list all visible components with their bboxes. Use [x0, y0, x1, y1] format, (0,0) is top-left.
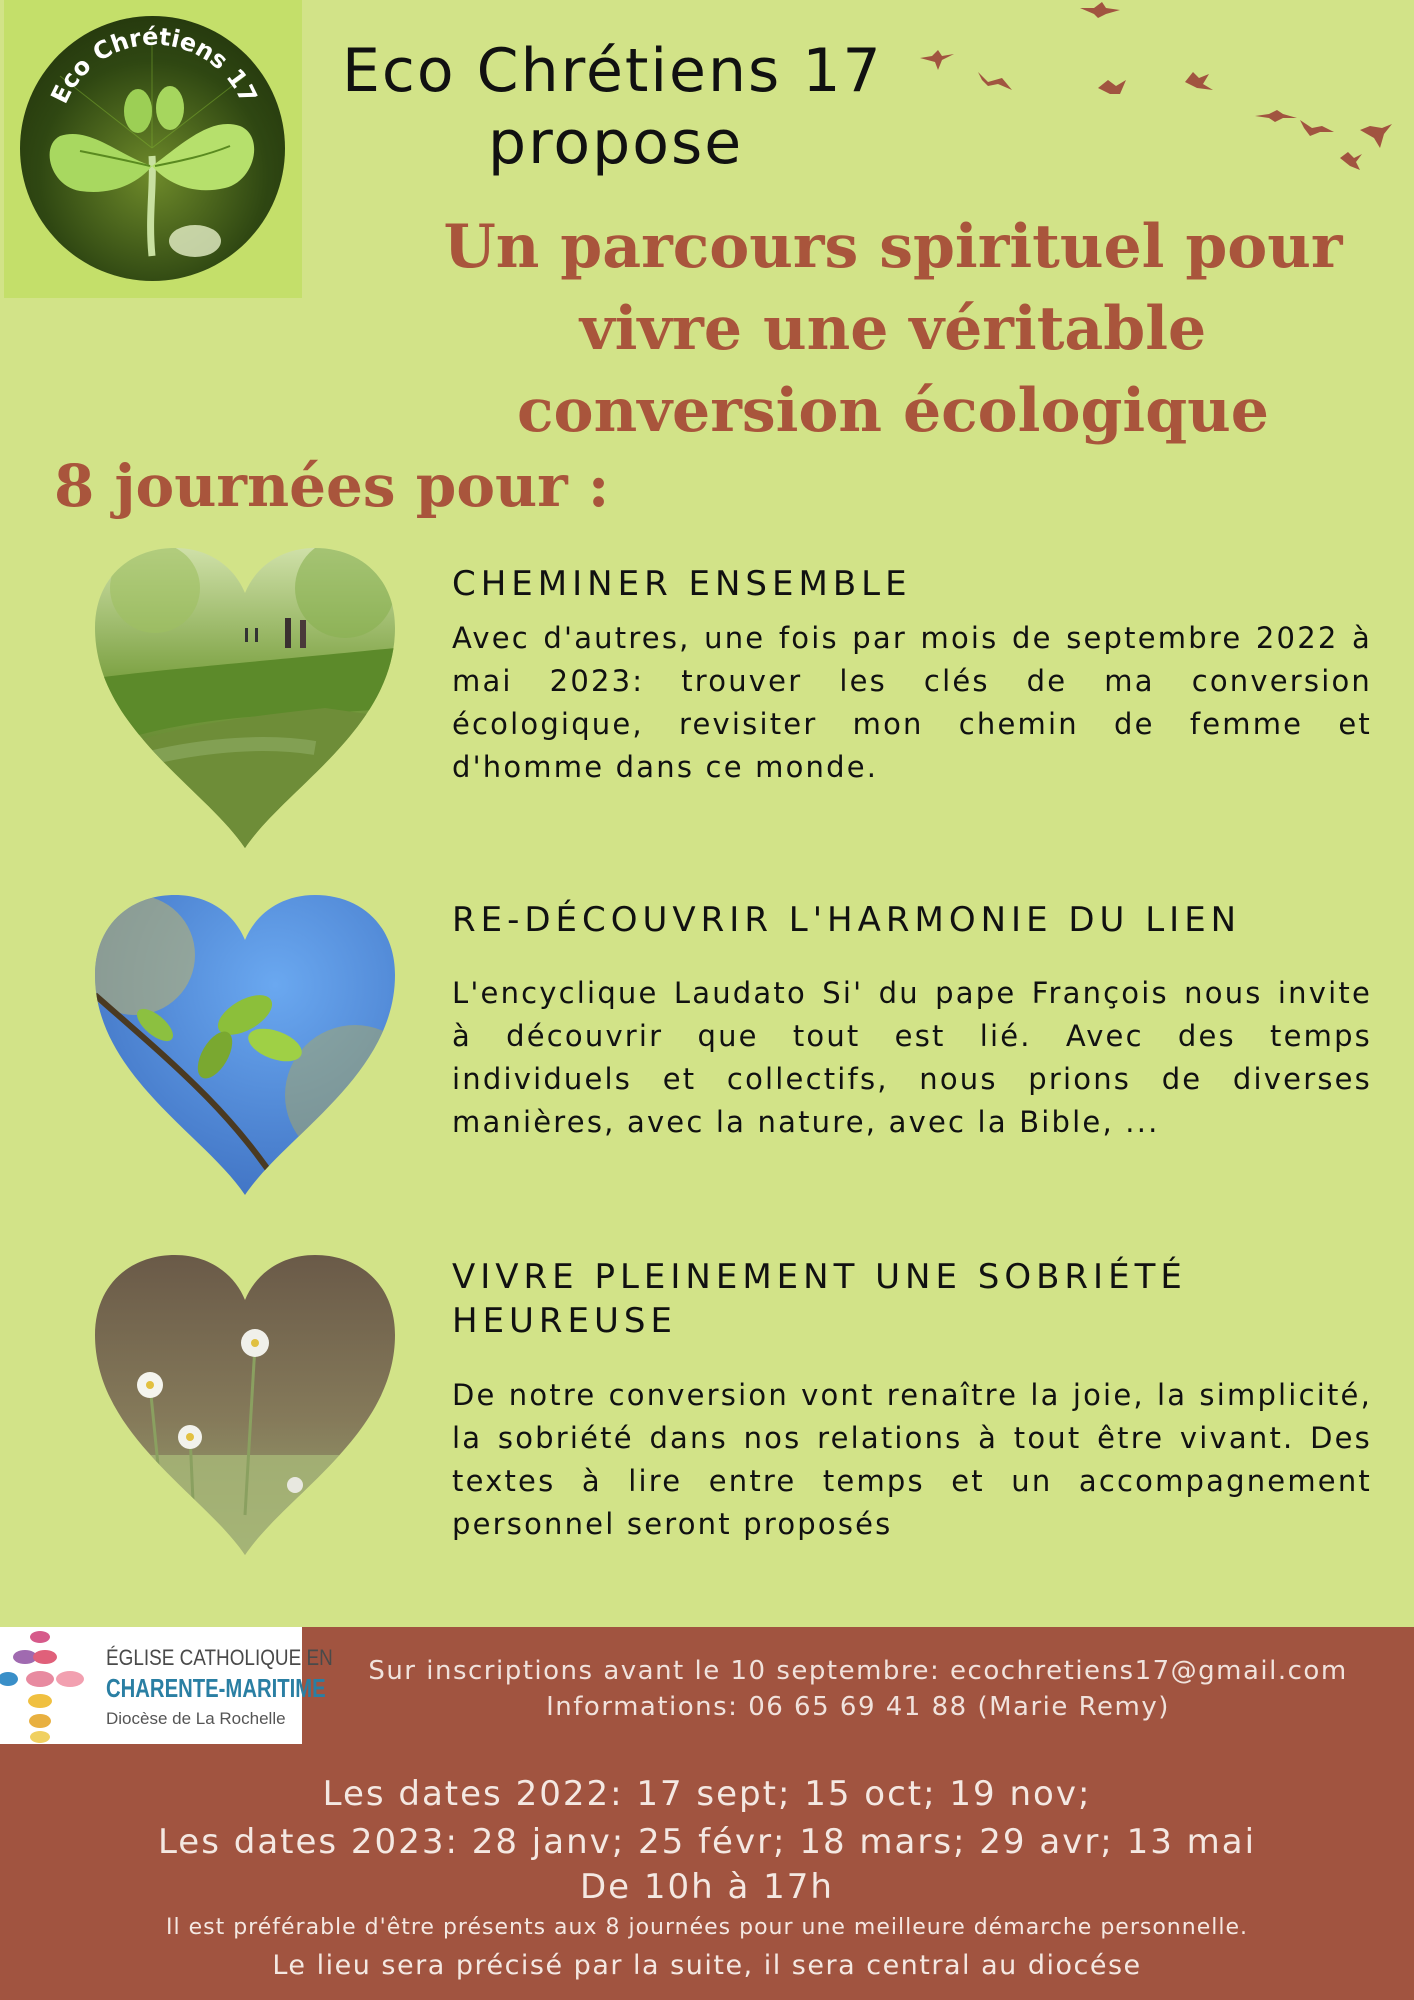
item-title: VIVRE PLEINEMENT UNE SOBRIÉTÉ HEUREUSE [452, 1257, 1187, 1341]
item-description: De notre conversion vont renaître la joie, la simplicité, la sobriété dans nos relations à tout être vivant. Des textes à lire entre temps et un accompagnement personnel seront proposés [452, 1378, 1372, 1541]
diocese-subtitle: Diocèse de La Rochelle [106, 1709, 286, 1728]
dates-2022: Les dates 2022: 17 sept; 15 oct; 19 nov; [322, 1774, 1092, 1814]
flying-birds-illustration [920, 0, 1414, 180]
diocese-name-line2: CHARENTE-MARITIME [106, 1673, 326, 1703]
item-title: CHEMINER ENSEMBLE [452, 564, 912, 604]
item-description: L'encyclique Laudato Si' du pape François nous invite à découvrir que tout est lié. Avec des temps individuels et collectifs, nous prions de diverses manières, avec la nature, avec la Bible, ... [452, 976, 1372, 1139]
hours: De 10h à 17h [580, 1867, 834, 1907]
registration-info: Sur inscriptions avant le 10 septembre: ecochretiens17@gmail.com [368, 1656, 1348, 1686]
location-note: Le lieu sera précisé par la suite, il sera central au diocése [272, 1950, 1142, 1981]
heart-photo-daisies [95, 1255, 395, 1555]
main-title-line: Un parcours spirituel pour [443, 212, 1343, 282]
organizer-verb: propose [488, 108, 744, 178]
svg-text:Eco Chrétiens 17: Eco Chrétiens 17 [45, 22, 263, 108]
heart-photo-walking-path [95, 548, 395, 848]
main-title-line: vivre une véritable [579, 294, 1207, 364]
contact-info: Informations: 06 65 69 41 88 (Marie Remy) [546, 1692, 1170, 1722]
item-description: Avec d'autres, une fois par mois de septembre 2022 à mai 2023: trouver les clés de ma conversion écologique, revisiter mon chemin de femme et d'homme dans ce monde. [452, 621, 1372, 784]
main-title [420, 206, 1366, 452]
main-title-line: conversion écologique [517, 376, 1269, 446]
days-subtitle: 8 journées pour : [54, 452, 610, 520]
item-title: RE-DÉCOUVRIR L'HARMONIE DU LIEN [452, 900, 1242, 940]
logo-text [20, 16, 285, 281]
diocese-name-line1: ÉGLISE CATHOLIQUE EN [106, 1645, 333, 1670]
dates-2023: Les dates 2023: 28 janv; 25 févr; 18 mars; 29 avr; 13 mai [157, 1822, 1257, 1862]
diocese-cross-icon [0, 1627, 100, 1744]
attendance-note: Il est préférable d'être présents aux 8 journées pour une meilleure démarche personnelle. [166, 1915, 1248, 1940]
organizer-name: Eco Chrétiens 17 [342, 36, 883, 106]
heart-photo-leaves-sky [95, 895, 395, 1195]
